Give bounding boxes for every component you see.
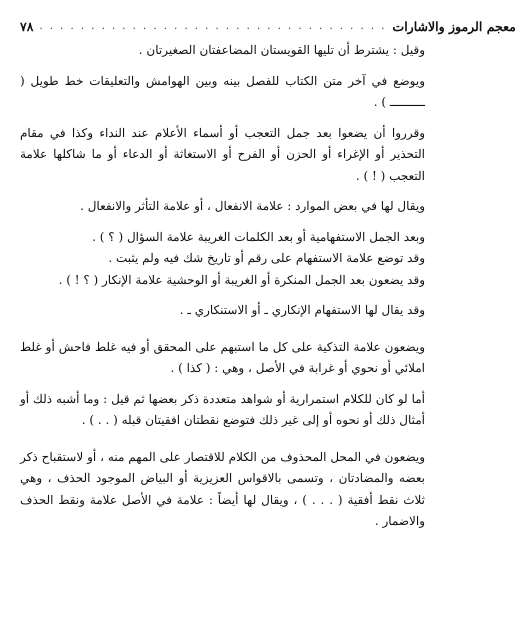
paragraph: ويوضع في آخر متن الكتاب للفصل بينه وبين الهوامش والتعليقات خط طويل ( ــــــــــ ) . — [20, 73, 425, 109]
paragraph: ويضعون علامة التذكية على كل ما استبهم على المحقق أو فيه غلط فاحش أو غلط املائي أو نحوي أو غرابة في الأصل ، وهي : ( كذا ) . — [20, 339, 425, 375]
paragraph: وقد يضعون بعد الجمل المنكرة أو الغريبة أو الوحشية علامة الإنكار ( ؟ ! ) . — [58, 272, 425, 287]
paragraph: أما لو كان للكلام استمرارية أو شواهد متعددة ذكر بعضها ثم قيل : وما أشبه ذلك أو أمثال ذلك أو نحوه أو إلى غير ذلك فتوضع نقطتان افقيتان قبله ( . . ) . — [20, 391, 425, 427]
paragraph: ويضعون في المحل المحذوف من الكلام للاقتصار على المهم منه ، أو لاستقباح ذكر بعضه والمضادتان ، وتسمى بالاقواس العزيزية أو البياض الموجود الحذف ، وهي ثلاث نقط أفقية ( . . . ) ، ويقال لها أيضاً : علامة في الأصل علامة ونقط الحذف والاضمار . — [20, 449, 425, 528]
paragraph: وقرروا أن يضعوا بعد جمل التعجب أو أسماء الأعلام عند النداء وكذا في مقام التحذير أو الإغراء أو الحزن أو الفرح أو الاستغاثة أو الدعاء أو ما شاكلها علامة التعجب ( ! ) . — [20, 125, 425, 183]
page-number: ٧٨ — [20, 18, 34, 34]
page-body — [20, 40, 425, 533]
header-leader-dots: . . . . . . . . . . . . . . . . . . . . . . . . . . . . . . . . . . — [39, 20, 387, 32]
page-header — [20, 16, 516, 36]
paragraph: وقيل : يشترط أن تليها القويستان المضاعفتان الصغيرتان . — [138, 43, 425, 57]
paragraph: وقد توضع علامة الاستفهام على رقم أو تاريخ شك فيه ولم يثبت . — [108, 251, 425, 265]
paragraph: وقد يقال لها الاستفهام الإنكاري ـ أو الاستنكاري ـ . — [179, 303, 425, 317]
running-title: معجم الرموز والاشارات — [392, 18, 516, 34]
paragraph: ويقال لها في بعض الموارد : علامة الانفعال ، أو علامة التأثر والانفعال . — [80, 199, 425, 213]
paragraph: وبعد الجمل الاستفهامية أو بعد الكلمات الغريبة علامة السؤال ( ؟ ) . — [92, 229, 425, 244]
